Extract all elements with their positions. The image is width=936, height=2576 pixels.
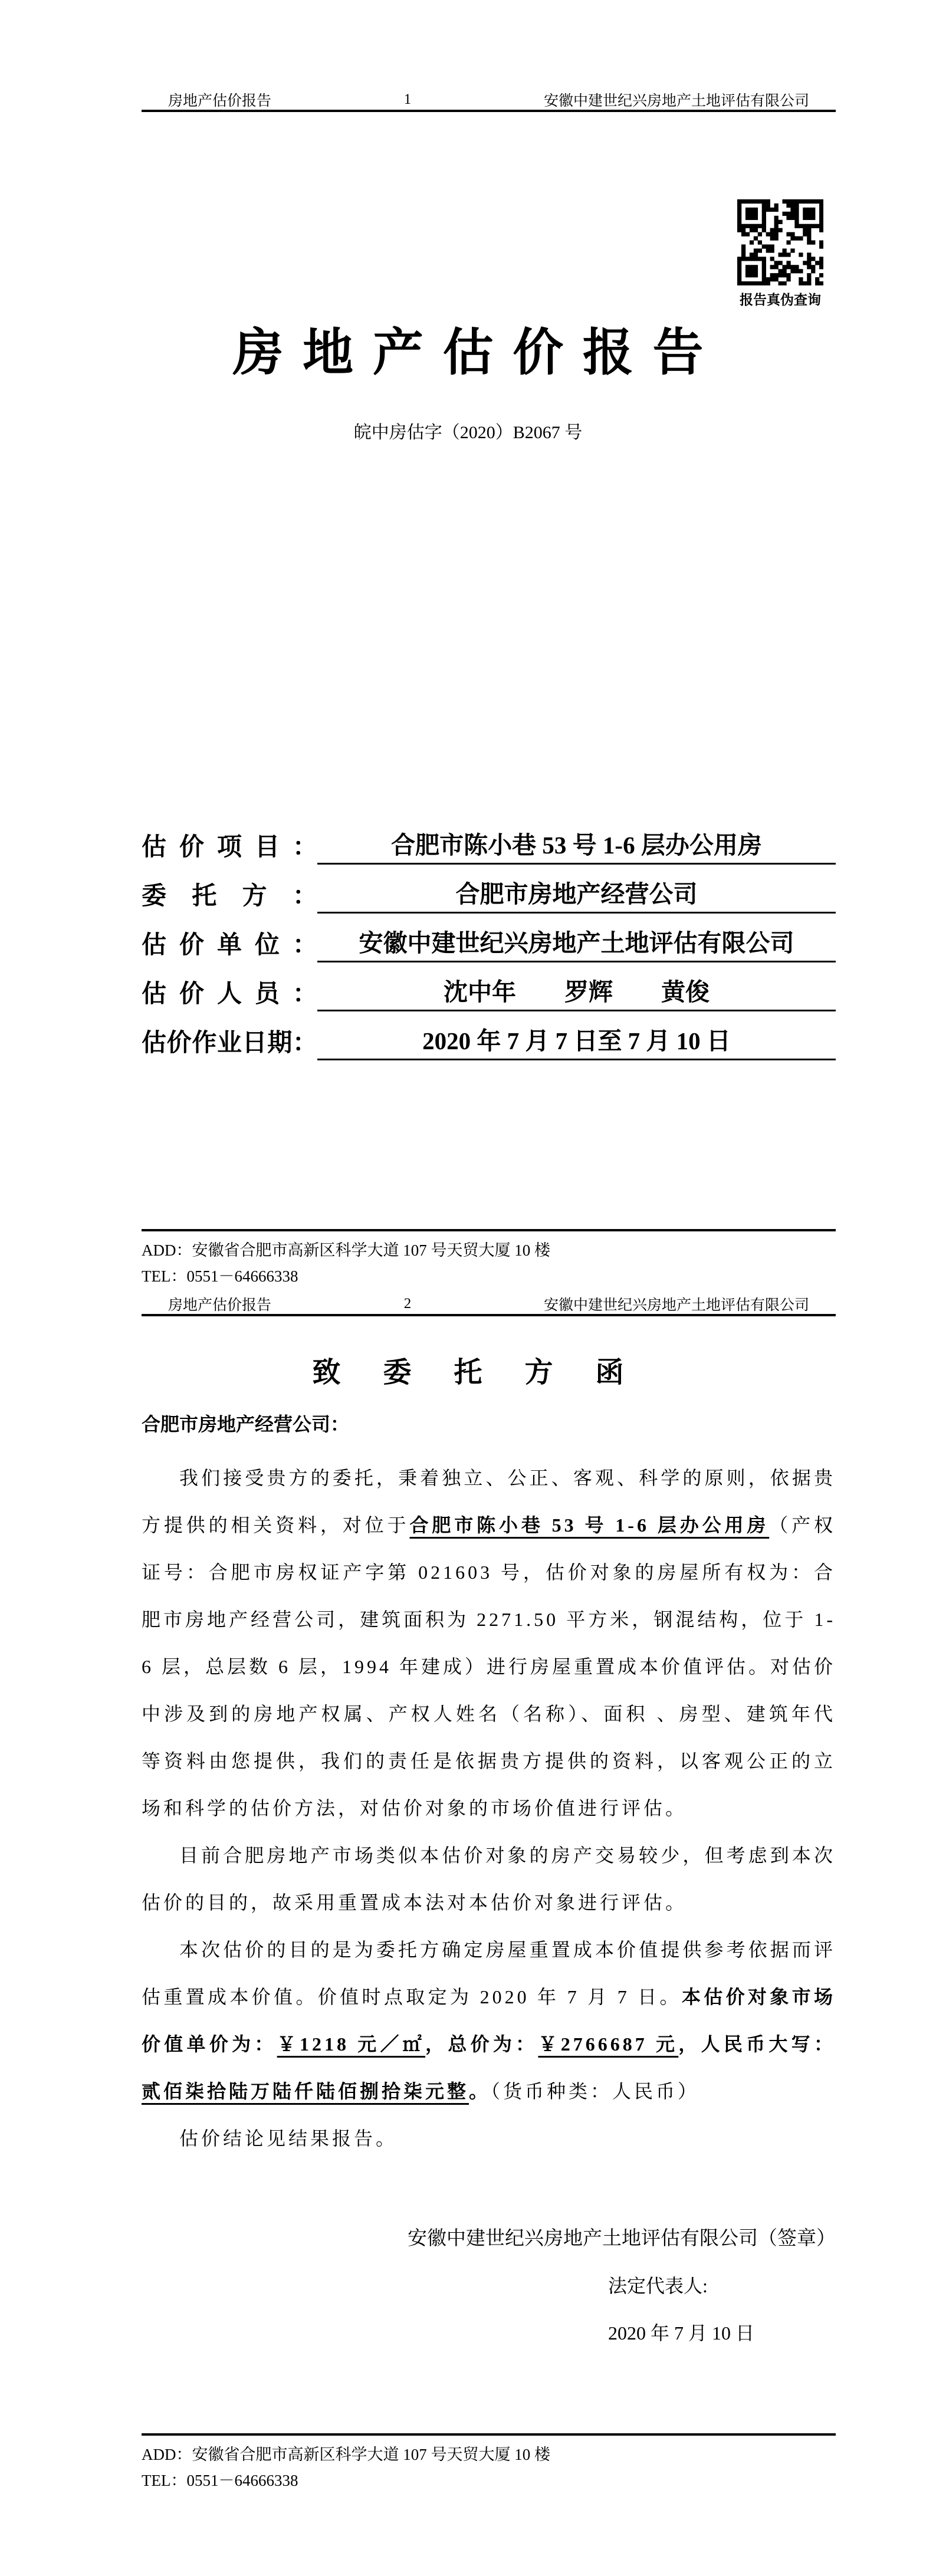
field-value: 2020 年 7 月 7 日至 7 月 10 日 — [317, 1024, 836, 1060]
cover-fields — [142, 828, 836, 1076]
field-label: 估价人员： — [142, 981, 317, 1008]
field-label: 委托方： — [142, 883, 317, 910]
running-header-title: 房地产估价报告 — [168, 93, 272, 109]
header-rule — [142, 110, 836, 112]
footer-telephone: TEL：0551－64666338 — [142, 2472, 298, 2489]
page-number: 1 — [403, 91, 412, 107]
letter-paragraph: 目前合肥房地产市场类似本估价对象的房产交易较少，但考虑到本次估价的目的，故采用重置成本法对本估价对象进行评估。 — [142, 1845, 836, 1913]
running-header-company: 安徽中建世纪兴房地产土地评估有限公司 — [543, 93, 809, 109]
letter-paragraph: 本次估价的目的是为委托方确定房屋重置成本价值提供参考依据而评估重置成本价值。价值时点取定为 2020 年 7 月 7 日。本估价对象市场价值单价为：￥1218 元／㎡，总价为：￥2766687 元，人民币大写：贰佰柒拾陆万陆仟陆佰捌拾柒元整。（货币种类：人民币） — [142, 1939, 836, 2102]
field-value: 沈中年 罗辉 黄俊 — [317, 975, 836, 1011]
footer-address: ADD：安徽省合肥市高新区科学大道 107 号天贸大厦 10 楼 — [142, 1241, 550, 1259]
qr-caption: 报告真伪查询 — [740, 293, 821, 307]
signature-date: 2020 年 7 月 10 日 — [608, 2322, 755, 2344]
page-number: 2 — [403, 1296, 412, 1312]
field-row-project — [142, 828, 836, 865]
letter-title: 致委托方函 — [312, 1357, 666, 1388]
letter-body — [142, 1454, 836, 2162]
running-header-title: 房地产估价报告 — [168, 1297, 272, 1313]
report-number: 皖中房估字（2020）B2067 号 — [353, 423, 583, 442]
field-row-client — [142, 877, 836, 914]
field-label: 估价单位： — [142, 932, 317, 959]
footer-address: ADD：安徽省合肥市高新区科学大道 107 号天贸大厦 10 楼 — [142, 2446, 550, 2463]
field-value: 合肥市房地产经营公司 — [317, 878, 836, 914]
signature-block — [142, 2215, 836, 2357]
running-header-company: 安徽中建世纪兴房地产土地评估有限公司 — [543, 1297, 809, 1313]
footer-rule — [142, 1229, 836, 1231]
letter-salutation: 合肥市房地产经营公司： — [142, 1414, 350, 1435]
field-row-agency — [142, 926, 836, 962]
field-row-appraisers — [142, 975, 836, 1011]
field-label: 估价项目： — [142, 834, 317, 861]
letter-paragraph: 估价结论见结果报告。 — [179, 2128, 398, 2149]
signature-legal-rep: 法定代表人: — [608, 2275, 708, 2296]
field-label: 估价作业日期： — [142, 1030, 317, 1057]
report-title: 房地产估价报告 — [232, 324, 723, 381]
page2-running-header — [142, 1294, 836, 1314]
signature-company: 安徽中建世纪兴房地产土地评估有限公司（签章） — [408, 2228, 836, 2249]
footer-telephone: TEL：0551－64666338 — [142, 1267, 298, 1285]
footer-rule — [142, 2433, 836, 2436]
field-value: 安徽中建世纪兴房地产土地评估有限公司 — [317, 926, 836, 962]
letter-paragraph: 我们接受贵方的委托，秉着独立、公正、客观、科学的原则，依据贵方提供的相关资料，对位于合肥市陈小巷 53 号 1-6 层办公用房（产权证号：合肥市房权证产字第 021603 号，估价对象的房屋所有权为：合肥市房地产经营公司，建筑面积为 2271.50 平方米，钢混结构，位于 1-6 层，总层数 6 层，1994 年建成）进行房屋重置成本价值评估。对估价中涉及到的房地产权属、产权人姓名（名称）、面积 、房型、建筑年代等资料由您提供，我们的责任是依据贵方提供的资料，以客观公正的立场和科学的估价方法，对估价对象的市场价值进行评估。 — [142, 1467, 836, 1819]
page1-running-header — [142, 90, 836, 110]
qr-code — [737, 199, 823, 285]
header-rule — [142, 1314, 836, 1316]
field-row-work-date — [142, 1024, 836, 1060]
field-value: 合肥市陈小巷 53 号 1-6 层办公用房 — [317, 829, 836, 865]
